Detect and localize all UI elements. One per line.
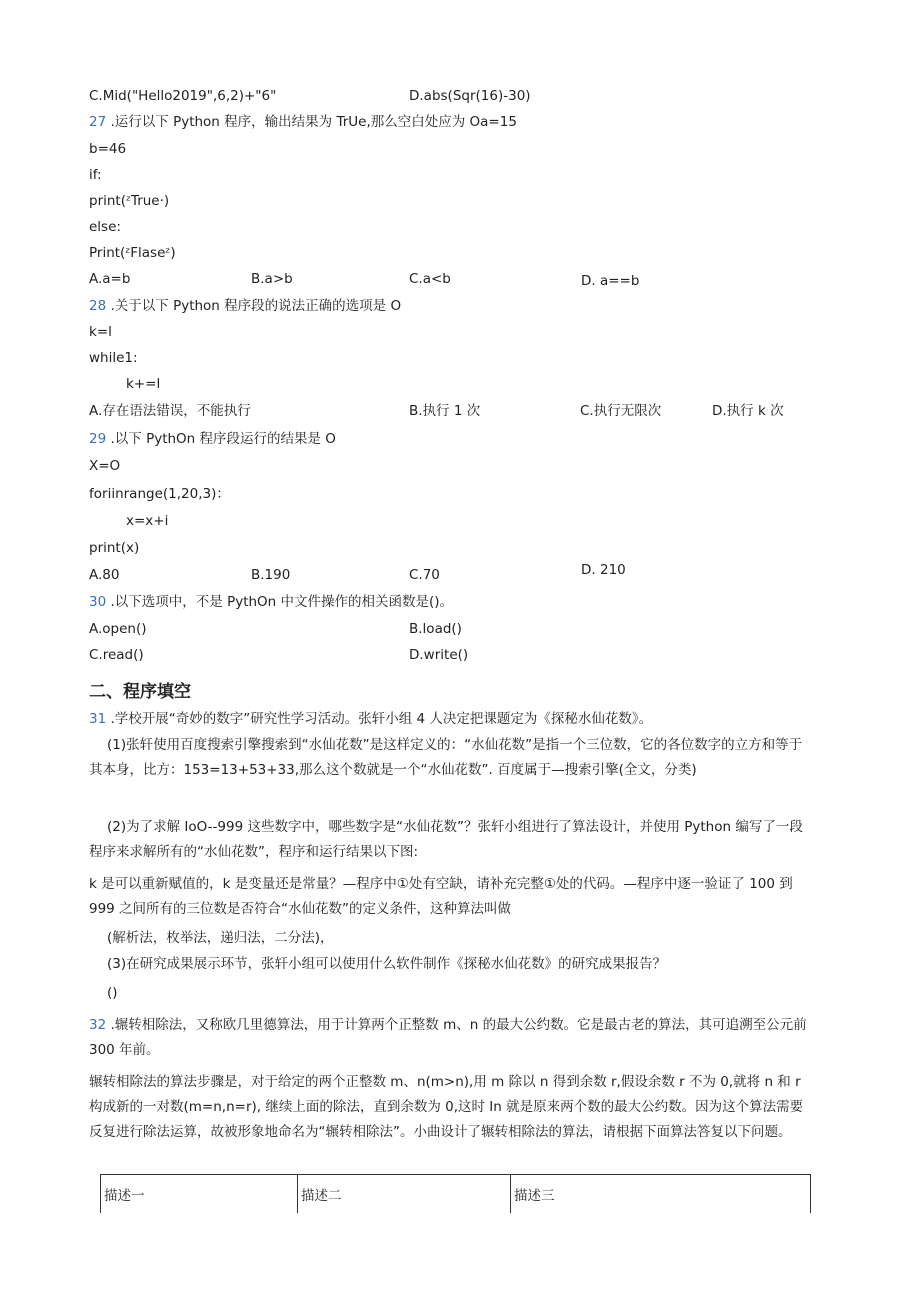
q29-stem: [89, 430, 336, 448]
q30-stem: [89, 593, 453, 611]
code-line: if:: [89, 167, 102, 183]
option-d: D. a==b: [581, 273, 640, 289]
code-line: else:: [89, 219, 121, 235]
option-a: A.80: [89, 567, 120, 583]
code-line: while1:: [89, 350, 138, 366]
code-line: k+=l: [126, 376, 161, 392]
code-line: X=O: [89, 458, 121, 474]
question-text: .学校开展“奇妙的数字”研究性学习活动。张轩小组 4 人决定把课题定为《探秘水仙花数》。: [110, 711, 653, 727]
question-text: .以下 PythOn 程序段运行的结果是 O: [110, 431, 336, 447]
option-d: D.write(): [409, 647, 469, 663]
question-number: 30: [89, 594, 107, 610]
code-line: Print(ᶻFlaseᶻ): [89, 245, 176, 261]
option-d: D.执行 k 次: [712, 403, 784, 419]
q32-stem: [89, 1013, 811, 1063]
table-header-cell: 描述一: [101, 1175, 298, 1214]
option-c: C.执行无限次: [580, 403, 662, 419]
table-header-cell: 描述二: [298, 1175, 511, 1214]
question-text: .以下选项中，不是 PythOn 中文件操作的相关函数是()。: [110, 594, 454, 610]
question-number: 32: [89, 1017, 107, 1033]
question-text: .关于以下 Python 程序段的说法正确的选项是 O: [110, 298, 402, 314]
option-b: B.a>b: [251, 271, 293, 287]
table-header-cell: 描述三: [511, 1175, 811, 1214]
code-line: foriinrange(1,20,3)：: [89, 486, 230, 502]
table-row: [101, 1175, 811, 1214]
code-line: x=x+i: [126, 513, 169, 529]
option-c: C.70: [409, 567, 440, 583]
q31-part2-questions: k 是可以重新赋值的，k 是变量还是常量？—程序中①处有空缺，请补充完整①处的代码。—程序中逐一验证了 100 到 999 之间所有的三位数是否符合“水仙花数”的定义条件，这种算法叫做: [89, 876, 793, 917]
section-heading: 二、程序填空: [89, 682, 191, 702]
option-b: B.执行 1 次: [409, 403, 481, 419]
question-text: .运行以下 Python 程序，输出结果为 TrUe,那么空白处应为 Oa=15: [110, 114, 517, 130]
option-b: B.190: [251, 567, 291, 583]
question-text: .辗转相除法，又称欧几里德算法，用于计算两个正整数 m、n 的最大公约数。它是最古老的算法，其可追溯至公元前 300 年前。: [89, 1017, 807, 1058]
question-number: 28: [89, 298, 107, 314]
algorithm-description-table: [100, 1174, 811, 1213]
code-line: b=46: [89, 141, 127, 157]
q31-answer-blank: (): [107, 985, 118, 1001]
option-a: A.存在语法错误，不能执行: [89, 403, 251, 419]
option-c: C.a<b: [409, 271, 451, 287]
option-a: A.open(): [89, 621, 147, 637]
question-number: 31: [89, 711, 107, 727]
q31-method-choices: (解析法，枚举法，递归法，二分法)，: [107, 930, 334, 946]
question-number: 27: [89, 114, 107, 130]
q31-part1: (1)张轩使用百度搜索引擎搜索到“水仙花数”是这样定义的：“水仙花数”是指一个三位数，它的各位数字的立方和等于其本身，比方：153=13+53+33,那么这个数就是一个“水仙花数”. 百度属于—搜索引擎(全文，分类): [89, 737, 803, 778]
option-d: D. 210: [581, 562, 626, 578]
q32-description: 辗转相除法的算法步骤是，对于给定的两个正整数 m、n(m>n),用 m 除以 n 得到余数 r,假设余数 r 不为 0,就将 n 和 r 构成新的一对数(m=n,n=r), 继续上面的除法，直到余数为 0,这时 In 就是原来两个数的最大公约数。因为这个算法需要反复进行除法运算，故被形象地命名为“辗转相除法”。小曲设计了辗转相除法的算法，请根据下面算法答复以下问题。: [89, 1074, 804, 1140]
option-a: A.a=b: [89, 271, 131, 287]
q27-stem: [89, 113, 517, 131]
q31-part2: (2)为了求解 IoO--999 这些数字中，哪些数字是“水仙花数”？张轩小组进行了算法设计，并使用 Python 编写了一段程序来求解所有的“水仙花数”，程序和运行结果以下图:: [89, 819, 803, 860]
q26-option-c: C.Mid("Hello2019",6,2)+"6": [89, 88, 277, 104]
code-line: print(ᶻTrue·): [89, 193, 170, 209]
option-c: C.read(): [89, 647, 144, 663]
code-line: print(x): [89, 540, 140, 556]
q31-stem: [89, 710, 652, 728]
question-number: 29: [89, 431, 107, 447]
q26-option-d: D.abs(Sqr(16)-30): [409, 88, 531, 104]
q28-stem: [89, 297, 401, 315]
code-line: k=l: [89, 324, 112, 340]
q31-part3: (3)在研究成果展示环节，张轩小组可以使用什么软件制作《探秘水仙花数》的研究成果报告？: [107, 956, 667, 972]
option-b: B.load(): [409, 621, 462, 637]
